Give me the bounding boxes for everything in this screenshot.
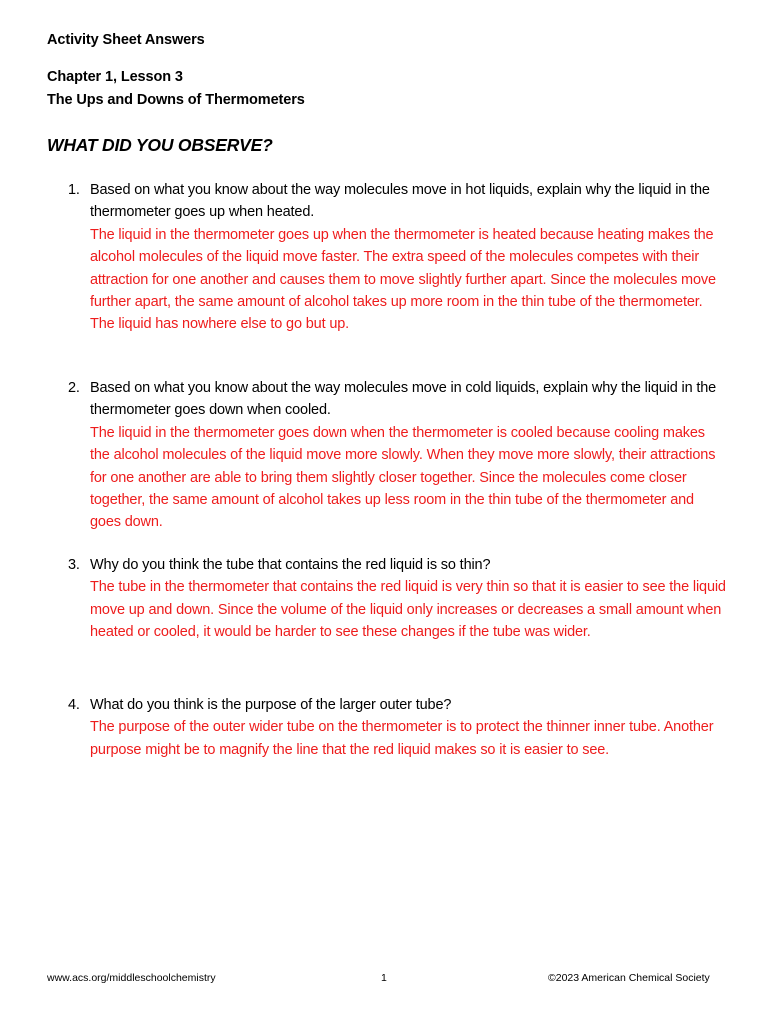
question-item	[68, 377, 728, 534]
question-text: Why do you think the tube that contains the red liquid is so thin?	[90, 557, 491, 573]
question-number: 3.	[68, 557, 80, 573]
answer-text: The liquid in the thermometer goes down when the thermometer is cooled because cooling makes the alcohol molecules of the liquid move more slowly. When they move more slowly, their attractions for one another are able to bring them slightly closer together. Since the molecules come closer together, the same amount of alcohol takes up less room in the thin tube of the thermometer and goes down.	[90, 424, 716, 531]
question-text: Based on what you know about the way molecules move in hot liquids, explain why the liquid in the thermometer goes up when heated.	[90, 182, 710, 221]
question-number: 4.	[68, 697, 80, 713]
page-number: 1	[381, 972, 387, 984]
question-number: 2.	[68, 380, 80, 396]
answer-text: The liquid in the thermometer goes up when the thermometer is heated because heating makes the alcohol molecules of the liquid move faster. The extra speed of the molecules competes with their attraction for one another and causes them to move slightly further apart. Since the molecules move further apart, the same amount of alcohol takes up more room in the thin tube of the thermometer. The liquid has nowhere else to go but up.	[90, 226, 716, 333]
question-item	[68, 554, 728, 644]
lesson-heading: The Ups and Downs of Thermometers	[47, 92, 305, 108]
question-item	[68, 179, 728, 336]
footer-website-link[interactable]: www.acs.org/middleschoolchemistry	[47, 972, 216, 984]
chapter-heading: Chapter 1, Lesson 3	[47, 69, 183, 85]
question-number: 1.	[68, 182, 80, 198]
question-text: Based on what you know about the way molecules move in cold liquids, explain why the liquid in the thermometer goes down when cooled.	[90, 380, 717, 419]
question-item	[68, 694, 728, 761]
document-title: Activity Sheet Answers	[47, 32, 205, 48]
section-title: WHAT DID YOU OBSERVE?	[47, 135, 273, 155]
question-text: What do you think is the purpose of the larger outer tube?	[90, 697, 452, 713]
answer-text: The tube in the thermometer that contains the red liquid is very thin so that it is easier to see the liquid move up and down. Since the volume of the liquid only increases or decreases a small amount when heated or cooled, it would be harder to see these changes if the tube was wider.	[90, 579, 726, 641]
copyright-notice: ©2023 American Chemical Society	[548, 972, 710, 984]
answer-text: The purpose of the outer wider tube on the thermometer is to protect the thinner inner tube. Another purpose might be to magnify the line that the red liquid makes so it is easier to see.	[90, 719, 714, 758]
